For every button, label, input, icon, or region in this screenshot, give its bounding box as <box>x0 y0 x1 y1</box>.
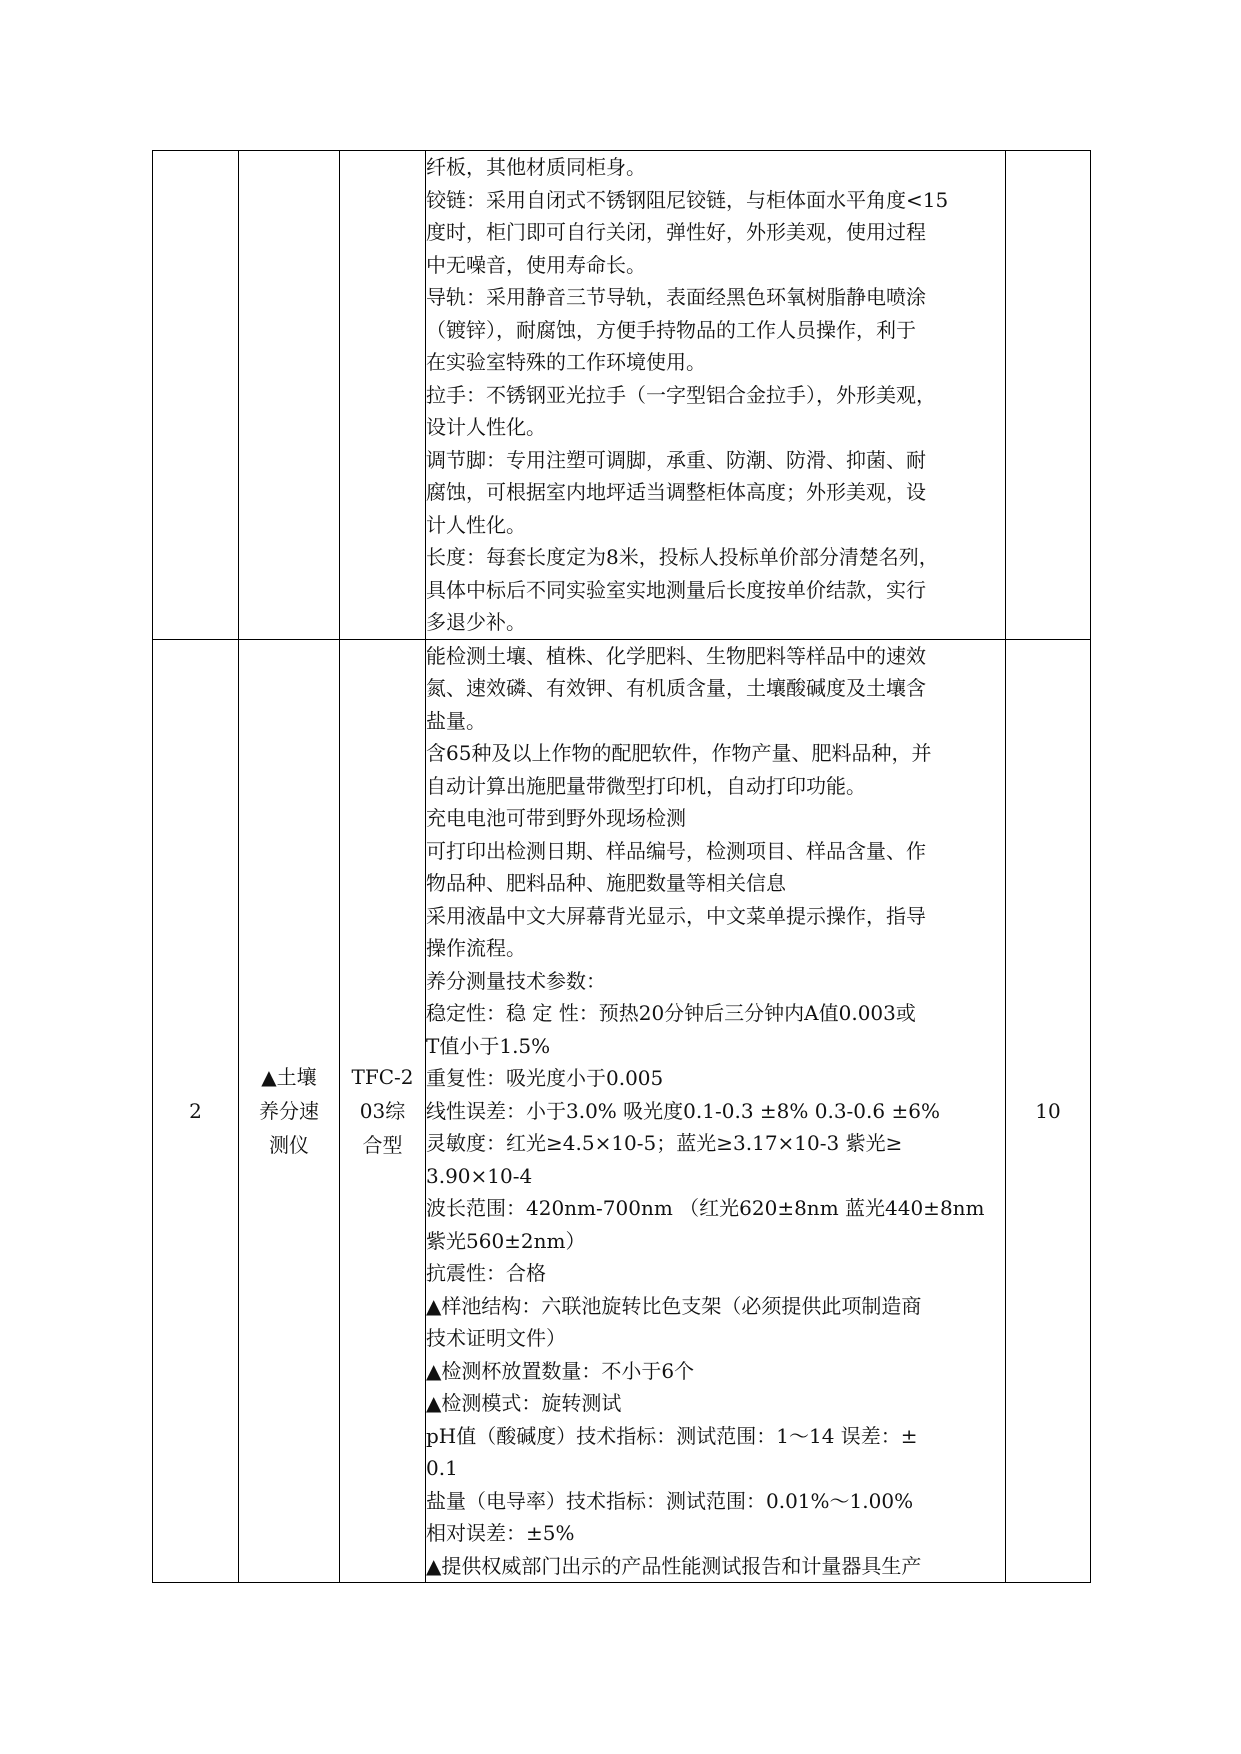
table-row-item-2 <box>153 639 1091 1583</box>
text-line: pH值（酸碱度）技术指标：测试范围：1～14 误差：± <box>426 1423 918 1448</box>
text-line: 调节脚：专用注塑可调脚，承重、防潮、防滑、抑菌、耐 <box>426 447 926 472</box>
text-line: （镀锌），耐腐蚀，方便手持物品的工作人员操作，利于 <box>426 317 916 342</box>
cell-item-name <box>239 639 340 1583</box>
cell-item-description <box>426 639 1006 1583</box>
text-line: 含65种及以上作物的配肥软件，作物产量、肥料品种，并 <box>426 741 932 765</box>
item-model <box>340 1060 425 1162</box>
text-line: 铰链：采用自闭式不锈钢阻尼铰链，与柜体面水平角度<15 <box>426 187 949 212</box>
cell-quantity-empty <box>1006 151 1091 640</box>
cell-item-model <box>340 639 426 1583</box>
item-description <box>426 640 1005 1583</box>
text-line: 3.90×10-4 <box>426 1163 533 1188</box>
text-line: 盐量。 <box>426 708 486 733</box>
text-line: 纤板，其他材质同柜身。 <box>426 155 646 179</box>
cell-description-continued <box>426 151 1006 640</box>
text-line: 自动计算出施肥量带微型打印机，自动打印功能。 <box>426 773 866 798</box>
item-quantity: 10 <box>1035 1098 1061 1123</box>
text-line: T值小于1.5% <box>426 1033 551 1058</box>
text-line: 具体中标后不同实验室实地测量后长度按单价结款，实行 <box>426 577 926 602</box>
text-line: 波长范围：420nm-700nm （红光620±8nm 蓝光440±8nm <box>426 1196 985 1220</box>
text-line: 紫光560±2nm） <box>426 1228 586 1253</box>
cell-name-empty <box>239 151 340 640</box>
text-line: ▲提供权威部门出示的产品性能测试报告和计量器具生产 <box>426 1553 922 1578</box>
text-line: 可打印出检测日期、样品编号，检测项目、样品含量、作 <box>426 838 926 863</box>
text-line: 养分速 <box>259 1098 319 1123</box>
text-line: 测仪 <box>269 1132 309 1157</box>
item-number: 2 <box>189 1098 202 1123</box>
cell-item-quantity <box>1006 639 1091 1583</box>
text-line: ▲样池结构：六联池旋转比色支架（必须提供此项制造商 <box>426 1293 922 1318</box>
text-line: ▲检测杯放置数量：不小于6个 <box>426 1358 695 1383</box>
text-line: ▲检测模式：旋转测试 <box>426 1391 622 1415</box>
text-line: 充电电池可带到野外现场检测 <box>426 806 686 830</box>
text-line: 氮、速效磷、有效钾、有机质含量，土壤酸碱度及土壤含 <box>426 676 926 700</box>
item-name <box>239 1060 339 1162</box>
text-line: 技术证明文件） <box>426 1326 566 1350</box>
text-line: 长度：每套长度定为8米，投标人投标单价部分清楚名列， <box>426 545 939 569</box>
text-line: 重复性：吸光度小于0.005 <box>426 1066 664 1090</box>
description-lines <box>426 151 1005 639</box>
text-line: 中无噪音，使用寿命长。 <box>426 252 646 277</box>
text-line: TFC-2 <box>351 1064 414 1089</box>
text-line: 相对误差：±5% <box>426 1521 575 1545</box>
cell-model-empty <box>340 151 426 640</box>
text-line: 腐蚀，可根据室内地坪适当调整柜体高度；外形美观，设 <box>426 480 926 504</box>
text-line: 能检测土壤、植株、化学肥料、生物肥料等样品中的速效 <box>426 643 926 668</box>
table-row-continued <box>153 151 1091 640</box>
text-line: 灵敏度：红光≥4.5×10-5；蓝光≥3.17×10-3 紫光≥ <box>426 1131 903 1155</box>
text-line: 采用液晶中文大屏幕背光显示，中文菜单提示操作，指导 <box>426 903 926 928</box>
text-line: 03综 <box>359 1098 406 1123</box>
text-line: 操作流程。 <box>426 936 526 960</box>
text-line: 导轨：采用静音三节导轨，表面经黑色环氧树脂静电喷涂 <box>426 285 926 309</box>
cell-item-number <box>153 639 239 1583</box>
text-line: 抗震性：合格 <box>426 1261 546 1285</box>
procurement-spec-table <box>152 150 1091 1583</box>
text-line: 在实验室特殊的工作环境使用。 <box>426 350 706 374</box>
text-line: ▲土壤 <box>261 1064 317 1089</box>
text-line: 养分测量技术参数： <box>426 968 606 993</box>
text-line: 0.1 <box>426 1456 458 1480</box>
text-line: 合型 <box>362 1132 403 1157</box>
cell-number-empty <box>153 151 239 640</box>
text-line: 拉手：不锈钢亚光拉手（一字型铝合金拉手），外形美观， <box>426 382 936 407</box>
text-line: 物品种、肥料品种、施肥数量等相关信息 <box>426 871 786 895</box>
text-line: 线性误差：小于3.0% 吸光度0.1-0.3 ±8% 0.3-0.6 ±6% <box>426 1098 940 1123</box>
text-line: 盐量（电导率）技术指标：测试范围：0.01%～1.00% <box>426 1488 914 1513</box>
text-line: 设计人性化。 <box>426 415 546 439</box>
text-line: 度时，柜门即可自行关闭，弹性好，外形美观，使用过程 <box>426 220 926 244</box>
text-line: 多退少补。 <box>426 610 526 634</box>
text-line: 计人性化。 <box>426 512 526 537</box>
text-line: 稳定性：稳 定 性：预热20分钟后三分钟内A值0.003或 <box>426 1001 916 1025</box>
